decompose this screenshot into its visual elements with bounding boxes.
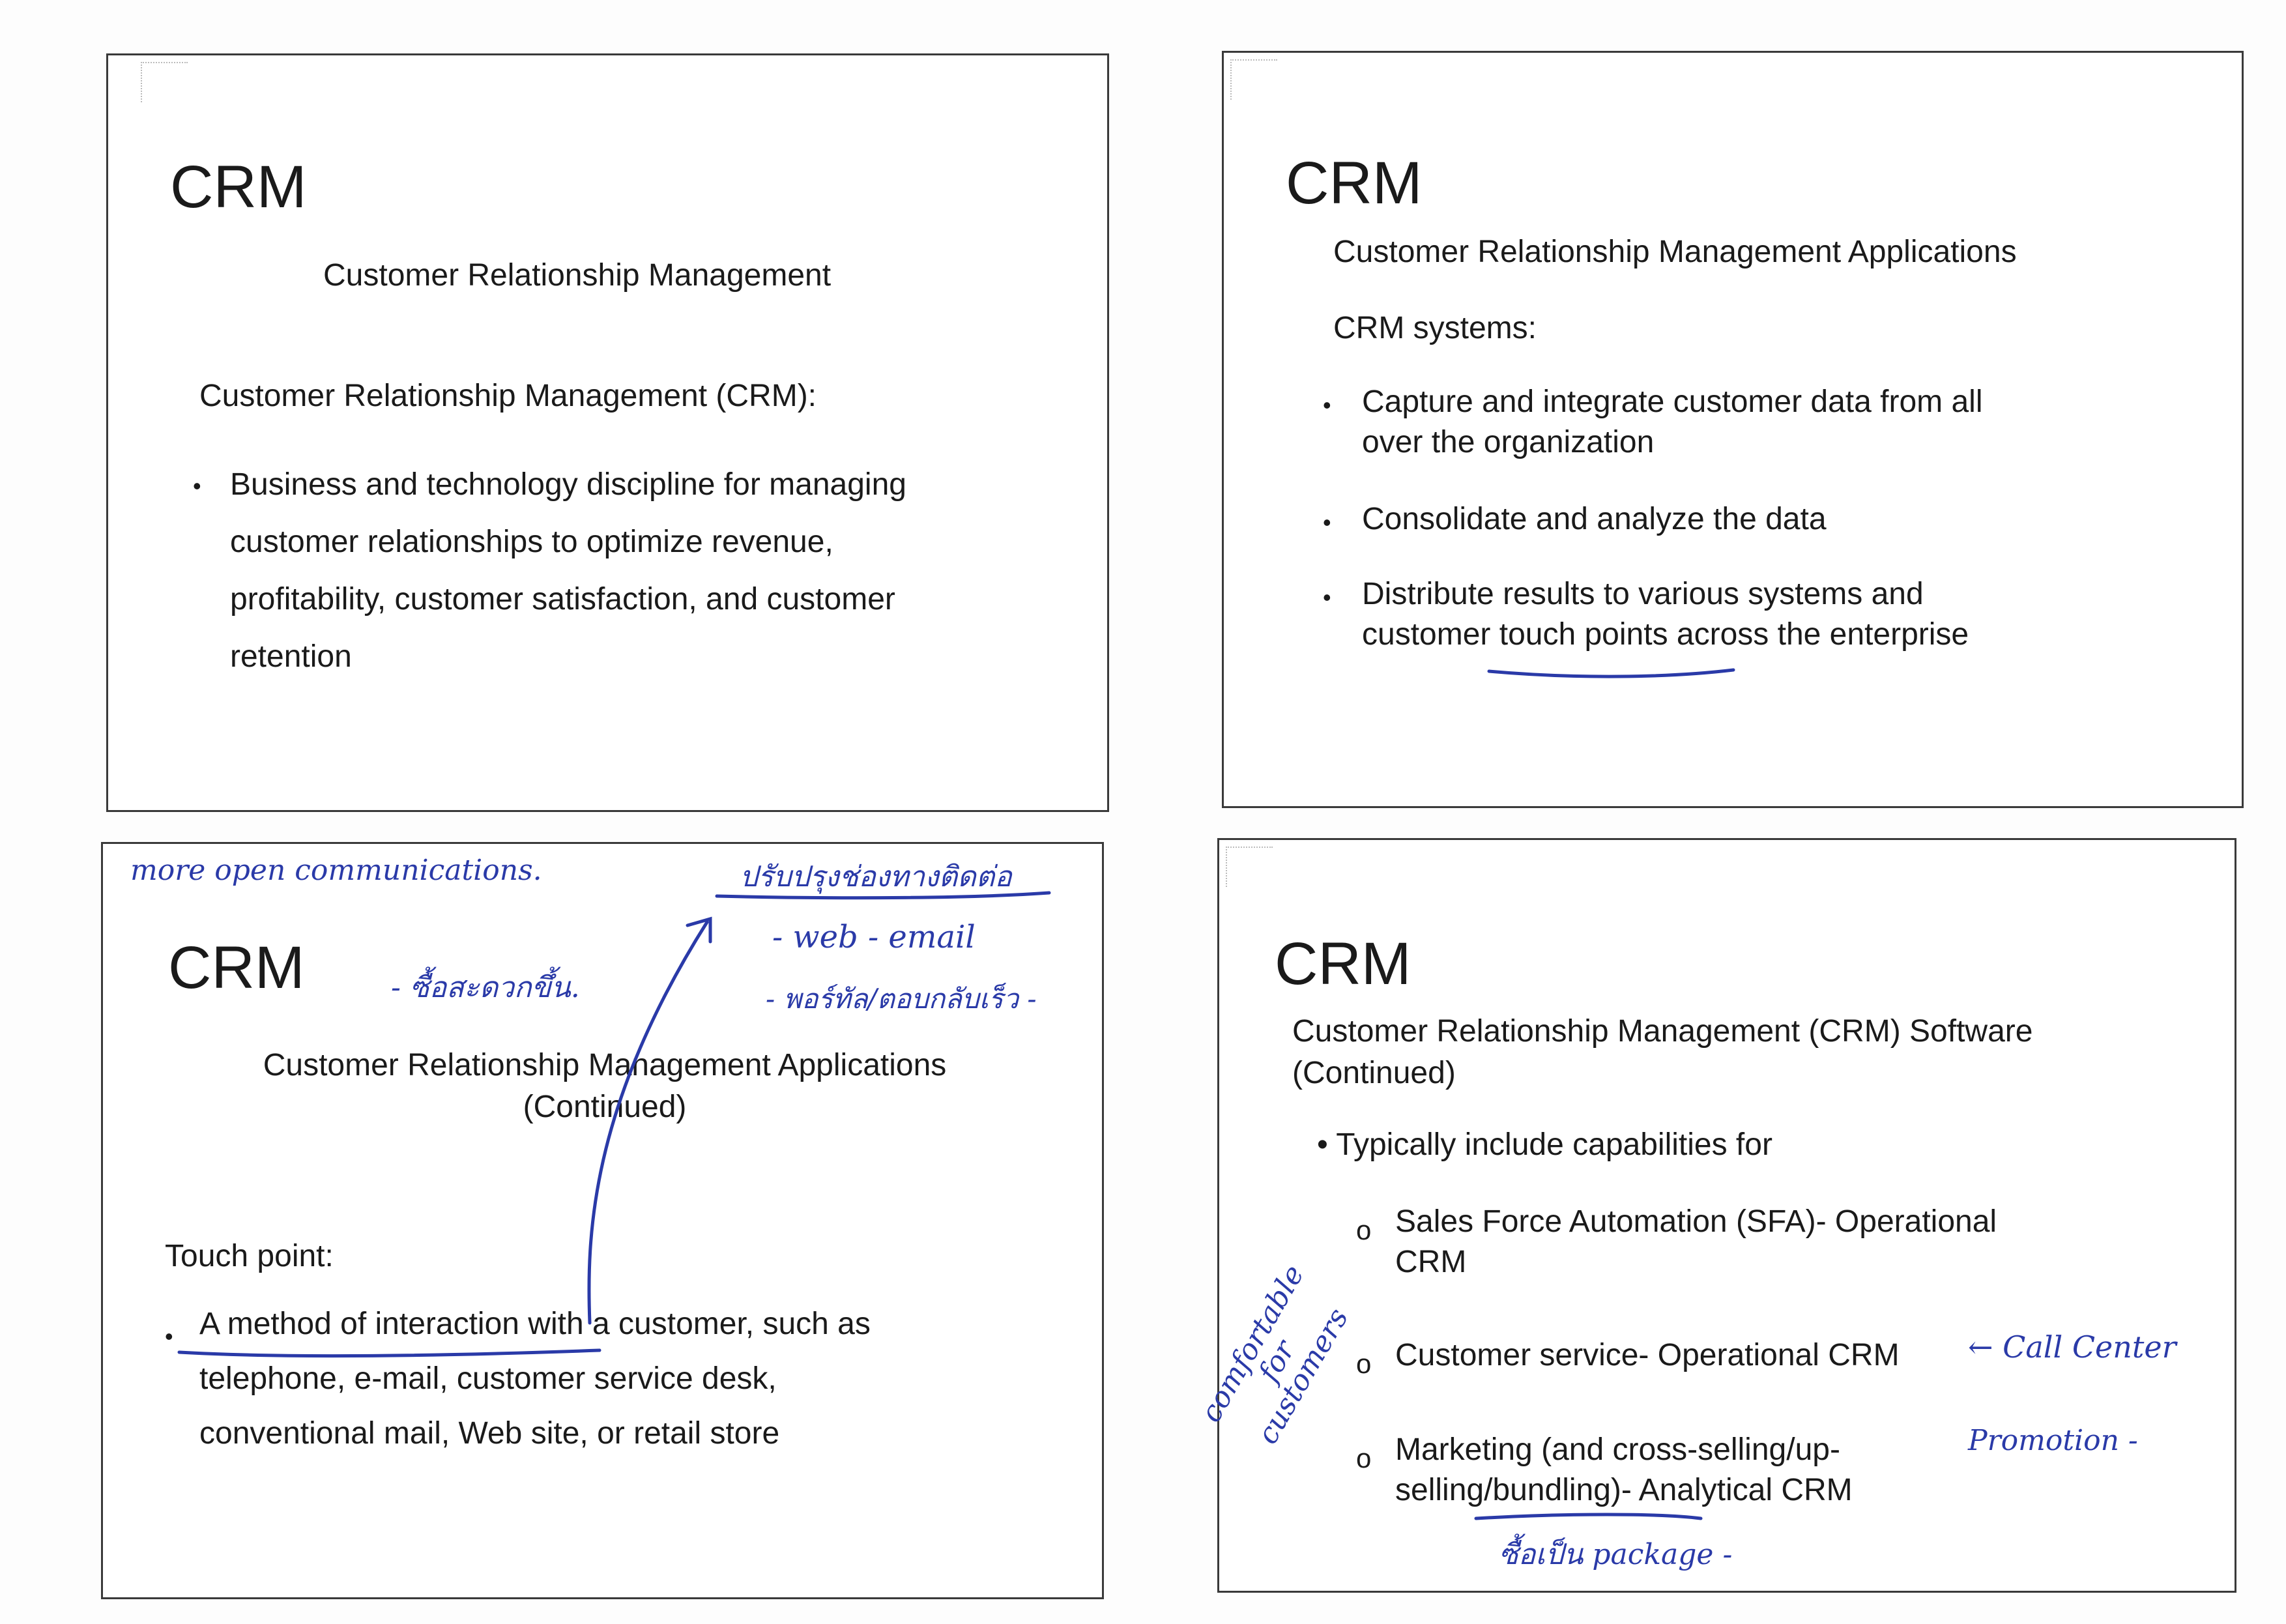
bullet-text: [1362, 382, 1983, 463]
subtitle-line: (Continued): [1292, 1056, 1456, 1090]
slide-2: [1222, 51, 2244, 808]
intro-text: Typically include capabilities for: [1336, 1127, 1772, 1162]
bullet-line: conventional mail, Web site, or retail store: [199, 1416, 780, 1451]
circle-bullet: o: [1356, 1215, 1372, 1245]
handwritten-note: Promotion -: [1968, 1424, 2138, 1457]
slide-title: CRM: [1286, 150, 1423, 216]
slide-corner-grid: [1226, 847, 1273, 887]
subtitle-line: (Continued): [523, 1090, 687, 1124]
handwritten-note: - พอร์ทัล/ตอบกลับเร็ว -: [766, 983, 1037, 1015]
subtitle-line: Customer Relationship Management Applications: [263, 1048, 947, 1082]
handwritten-note: comfortable for customers: [1194, 1259, 1355, 1450]
item-line: CRM: [1395, 1245, 1467, 1279]
slide-title: CRM: [168, 935, 305, 1001]
bullet-text: [199, 1297, 871, 1461]
slide-title: CRM: [170, 154, 307, 220]
item-line: Customer service- Operational CRM: [1395, 1338, 1900, 1372]
slide-1: [106, 53, 1109, 812]
slide-subtitle: [175, 1045, 1035, 1128]
handwritten-note: ซื้อเป็น package -: [1499, 1538, 1733, 1571]
slide-4: [1217, 838, 2236, 1593]
handwritten-note: ปรับปรุงช่องทางติดต่อ: [740, 860, 1012, 893]
bullet-text: [1362, 499, 1827, 540]
item-text: [1395, 1202, 1997, 1283]
bullet-line: A method of interaction with a customer, such as: [199, 1307, 871, 1341]
bullet-line: over the organization: [1362, 425, 1655, 459]
bullet-text: [1362, 574, 1969, 655]
item-line: Sales Force Automation (SFA)- Operational: [1395, 1204, 1997, 1239]
circle-bullet: o: [1356, 1348, 1372, 1379]
bullet-dot: •: [165, 1323, 173, 1350]
item-text: [1395, 1335, 1900, 1376]
handwritten-note: more open communications.: [130, 854, 542, 887]
bullet-dot: •: [193, 472, 201, 499]
bullet-line: Capture and integrate customer data from all: [1362, 384, 1983, 419]
handwritten-note: ← Call Center: [1968, 1329, 2177, 1365]
item-line: Marketing (and cross-selling/up-: [1395, 1432, 1840, 1467]
slide-subtitle: [1292, 1011, 2033, 1094]
bullet-dot: •: [1323, 392, 1331, 418]
bullet-line: customer relationships to optimize revenue,: [230, 525, 833, 559]
bullet-line: profitability, customer satisfaction, and customer: [230, 582, 895, 616]
slide-heading: CRM systems:: [1333, 311, 1537, 345]
intro-line: • Typically include capabilities for: [1317, 1127, 1772, 1162]
bullet-line: Distribute results to various systems and: [1362, 577, 1924, 611]
handwritten-note: - web - email: [772, 919, 976, 955]
slide-heading: Touch point:: [165, 1239, 334, 1273]
handwritten-note: - ซื้อสะดวกขึ้น.: [391, 971, 580, 1004]
bullet-dot: •: [1323, 584, 1331, 611]
slide-subtitle: Customer Relationship Management Applications: [1333, 235, 2017, 269]
bullet-line: Business and technology discipline for managing: [230, 467, 906, 502]
item-text: [1395, 1430, 1853, 1511]
slide-3: [101, 842, 1104, 1599]
slide-subtitle: Customer Relationship Management: [323, 258, 832, 293]
subtitle-line: Customer Relationship Management (CRM) Software: [1292, 1014, 2033, 1049]
slide-title: CRM: [1275, 931, 1411, 997]
slide-heading: Customer Relationship Management (CRM):: [199, 379, 817, 413]
slide-corner-grid: [1230, 59, 1277, 100]
slide-corner-grid: [141, 62, 188, 102]
bullet-line: Consolidate and analyze the data: [1362, 502, 1827, 536]
bullet-line: customer touch points across the enterprise: [1362, 617, 1969, 652]
bullet-line: telephone, e-mail, customer service desk,: [199, 1361, 777, 1396]
bullet-dot: •: [1323, 509, 1331, 536]
circle-bullet: o: [1356, 1443, 1372, 1473]
item-line: selling/bundling)- Analytical CRM: [1395, 1473, 1853, 1507]
bullet-text: [230, 456, 906, 686]
bullet-line: retention: [230, 639, 352, 674]
